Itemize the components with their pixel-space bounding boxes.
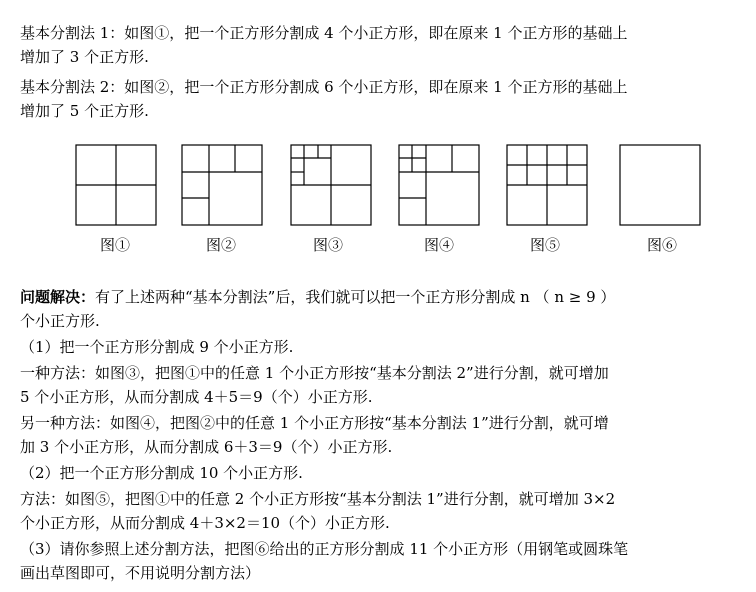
problem-intro-line-1 (20, 286, 615, 308)
part-2-method-line-2: 个小正方形，从而分割成 4＋3×2＝10（个）小正方形. (20, 514, 390, 532)
figure-row (0, 140, 756, 230)
problem-label: 问题解决： (20, 288, 96, 306)
part-3-line-2: 画出草图即可，不用说明分割方法） (20, 564, 261, 582)
caption-figure-6: 图⑥ (647, 236, 678, 254)
part-2-method-line-1: 方法：如图⑤，把图①中的任意 2 个小正方形按“基本分割法 1”进行分割，就可增加 3×2 (20, 490, 616, 508)
caption-figure-4: 图④ (424, 236, 455, 254)
figure-6 (620, 145, 700, 225)
problem-intro-line-2: 个小正方形. (20, 312, 100, 330)
part-1-method-a-line-1: 一种方法：如图③，把图①中的任意 1 个小正方形按“基本分割法 2”进行分割，就可增加 (20, 364, 609, 382)
figure-5 (507, 145, 587, 225)
part-3-line-1: （3）请你参照上述分割方法，把图⑥给出的正方形分割成 11 个小正方形（用钢笔或圆珠笔 (20, 540, 629, 558)
paragraph-method-2-line-1: 基本分割法 2：如图②，把一个正方形分割成 6 个小正方形，即在原来 1 个正方形的基础上 (20, 78, 628, 96)
part-1-method-b-line-2: 加 3 个小正方形，从而分割成 6＋3＝9（个）小正方形. (20, 438, 393, 456)
caption-figure-3: 图③ (313, 236, 344, 254)
paragraph-method-1-line-2: 增加了 3 个正方形. (20, 48, 149, 66)
part-1-method-b-line-1: 另一种方法：如图④，把图②中的任意 1 个小正方形按“基本分割法 1”进行分割，就可增 (20, 414, 609, 432)
figure-2 (182, 145, 262, 225)
figure-3 (291, 145, 371, 225)
figure-1 (76, 145, 156, 225)
problem-intro-text: 有了上述两种“基本分割法”后，我们就可以把一个正方形分割成 n （ n ≥ 9 ） (95, 288, 616, 306)
caption-figure-2: 图② (206, 236, 237, 254)
caption-figure-5: 图⑤ (530, 236, 561, 254)
paragraph-method-2-line-2: 增加了 5 个正方形. (20, 102, 149, 120)
paragraph-method-1-line-1: 基本分割法 1：如图①，把一个正方形分割成 4 个小正方形，即在原来 1 个正方形的基础上 (20, 24, 628, 42)
caption-figure-1: 图① (100, 236, 131, 254)
figure-4 (399, 145, 479, 225)
part-1-method-a-line-2: 5 个小正方形，从而分割成 4＋5＝9（个）小正方形. (20, 388, 373, 406)
part-2-title: （2）把一个正方形分割成 10 个小正方形. (20, 464, 303, 482)
part-1-title: （1）把一个正方形分割成 9 个小正方形. (20, 338, 294, 356)
